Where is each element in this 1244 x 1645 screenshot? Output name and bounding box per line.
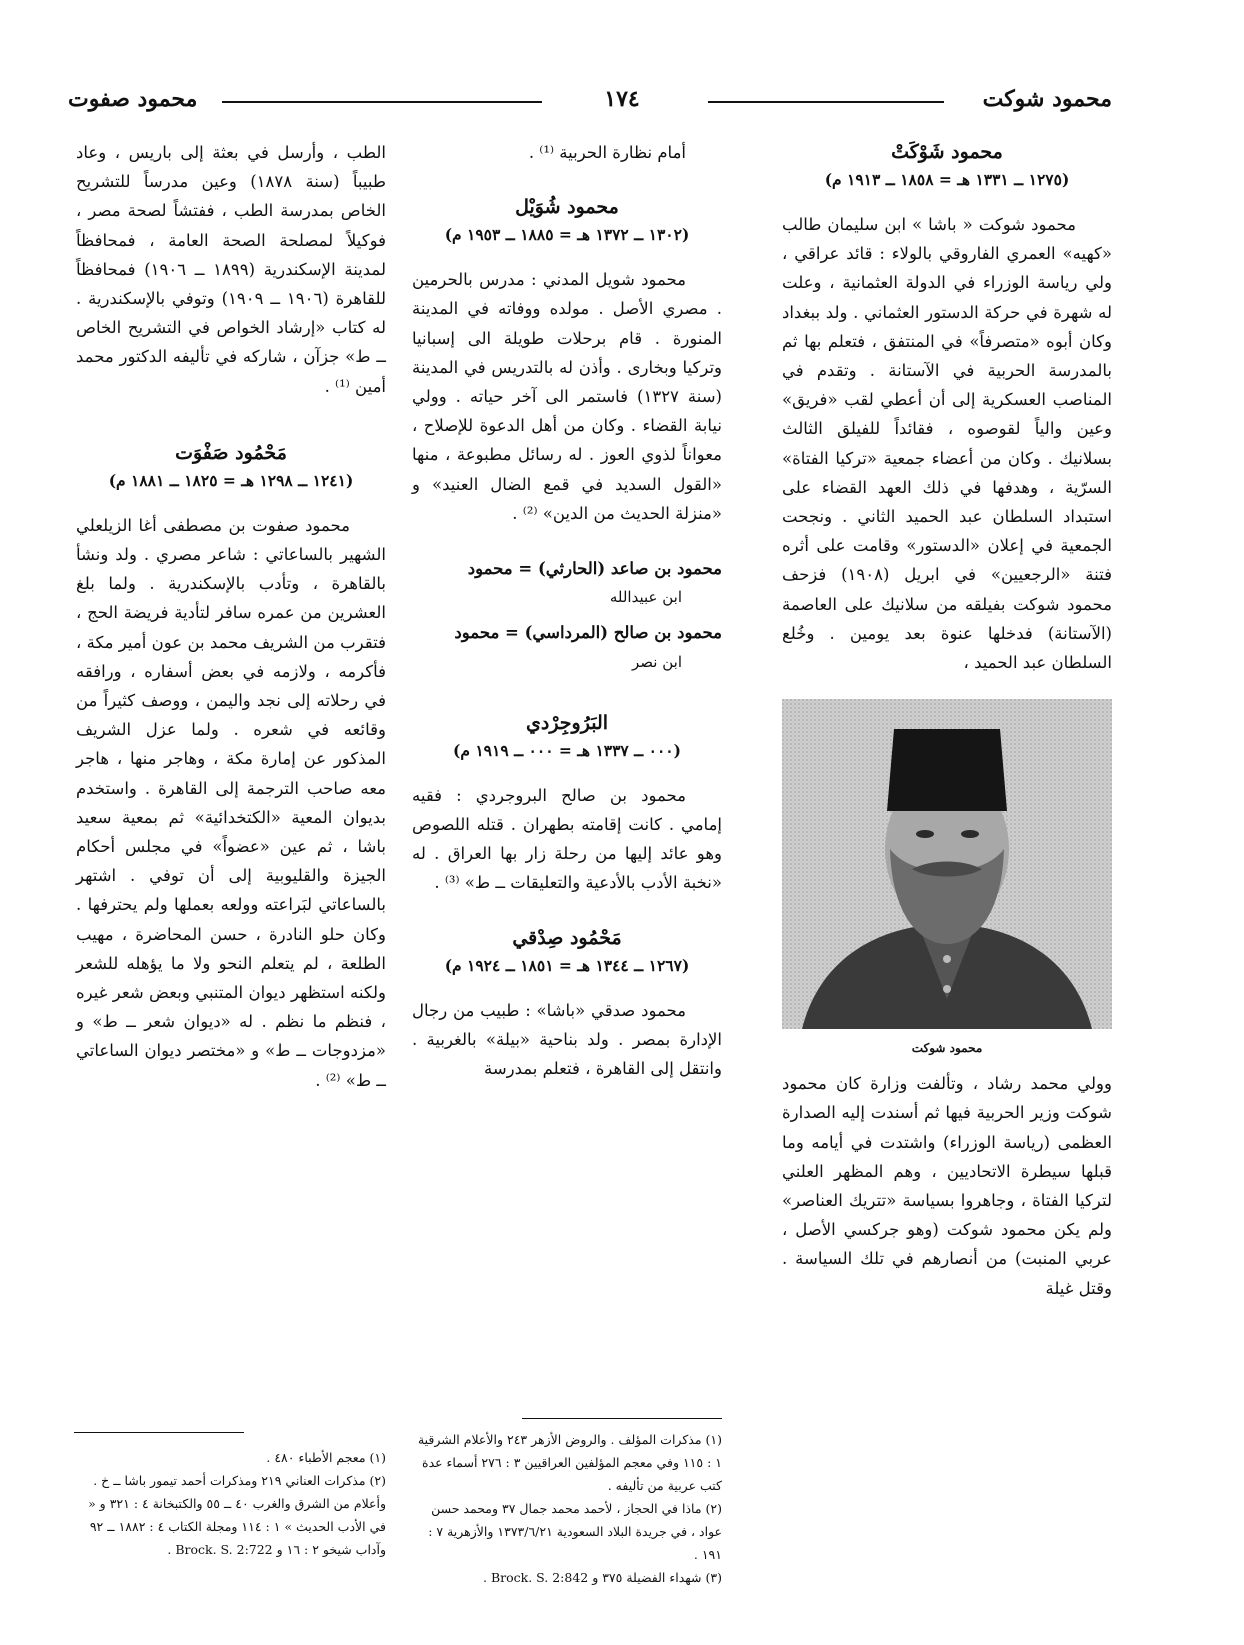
- footnote-middle-2: (٢) ماذا في الحجاز ، لأحمد محمد جمال ٣٧ ومحمد حسن عواد ، في جريدة البلاد السعودية ١٣٧٣/٦/٢١ والأزهرية ٧ : ١٩١ .: [428, 1501, 722, 1562]
- entry-dates-mahmud-sidqi: (١٢٦٧ ــ ١٣٤٤ هـ = ١٨٥١ ــ ١٩٢٤ م): [444, 955, 690, 975]
- entry-title-mahmud-shuwayl: محمود شُوَيْل: [515, 196, 619, 219]
- footnote-rule-middle: [522, 1418, 722, 1419]
- footnote-left-2: (٢) مذكرات العناني ٢١٩ ومذكرات أحمد تيمور باشا ــ خ . وأعلام من الشرق والغرب ٤٠ ــ ٥٥ والكتبخانة ٤ : ٣٢١ و « في الأدب الحديث » ١ : ١١٤ ومجلة الكتاب ٤ : ١٨٨٢ ــ ٩٢ وآداب شيخو ٢ : ١٦ و Brock. S. 2:722 .: [88, 1473, 386, 1557]
- page-number: ١٧٤: [604, 86, 640, 112]
- entry-text-mahmud-shawkat: محمود شوكت « باشا » ابن سليمان طالب «كهيه» العمري الفاروقي بالولاء : قائد عراقي ، ولي رياسة الوزراء في الدولة العثمانية ، وعلت له شهرة في حركة الدستور العثماني . ولد ببغداد وكان أبوه «متصرفاً» في المنتفق ، فتعلم بها ثم بالمدرسة الحربية في الآستانة . وتقدم في المناصب العسكرية إلى أن أعطي لقب «فريق» وعين والياً لقوصوه ، فقائداً للفيلق الثالث بسلانيك . وكان من أعضاء جمعية «تركيا الفتاة» السرّية ، وهدفها في ذلك العهد القضاء على استبداد السلطان عبد الحميد الثاني . ونجحت الجمعية في إعلان «الدستور» وقامت على أثره فتنة «الرجعيين» في ابريل (١٩٠٨) فزحف محمود شوكت بفيلقه من سلانيك على العاصمة (الآستانة) فدخلها عنوة بعد يومين . وخُلع السلطان عبد الحميد ،: [782, 215, 1112, 673]
- footnote-middle-3: (٣) شهداء الفضيلة ٣٧٥ و Brock. S. 2:842 .: [482, 1570, 722, 1585]
- footnotes-left: [76, 1446, 386, 1561]
- entry-text-mahmud-shuwayl: محمود شويل المدني : مدرس بالحرمين . مصري الأصل . مولده ووفاته في المدينة المنورة . قام برحلات طويلة الى إسبانيا وتركيا وبخارى . وأذن له بالتدريس في المدينة (سنة ١٣٢٧) فاستمر الى آخر حياته . وولي نيابة القضاء . وكان من أهل الدعوة للإصلاح ، معواناً لذوي العوز . له رسائل مطبوعة ، منها «القول السديد في قمع الضال العنيد» و «منزلة الحديث من الدين» ⁽²⁾ .: [412, 270, 722, 523]
- entry-title-mahmud-sidqi: مَحْمُود صِدْقي: [512, 926, 622, 949]
- footnote-rule-left: [74, 1432, 244, 1433]
- entry-text-mahmud-sidqi: محمود صدقي «باشا» : طبيب من رجال الإدارة بمصر . ولد بناحية «بيلة» بالغربية . وانتقل إلى القاهرة ، فتعلم بمدرسة: [412, 1000, 722, 1079]
- footnote-left-1: (١) معجم الأطباء ٤٨٠ .: [266, 1450, 386, 1465]
- header-rule-left: [222, 101, 542, 103]
- cross-reference-mirdasi-target: ابن نصر: [632, 652, 682, 671]
- portrait-caption: محمود شوكت: [911, 1041, 983, 1056]
- continued-line: أمام نظارة الحربية ⁽¹⁾ .: [528, 143, 686, 162]
- cross-reference-harithi-target: ابن عبيدالله: [609, 588, 682, 607]
- entry-title-mahmud-safwat: مَحْمُود صَفْوَت: [175, 441, 287, 464]
- column-middle: [412, 138, 722, 1083]
- cross-reference-mirdasi: محمود بن صالح (المرداسي) = محمود: [454, 623, 722, 643]
- footnotes-middle: [412, 1428, 722, 1589]
- running-head-left: محمود صفوت: [68, 86, 198, 112]
- portrait-photo-mahmud-shawkat: [782, 699, 1112, 1029]
- running-head-right: محمود شوكت: [982, 86, 1112, 112]
- entry-title-borujerdi: البَرُوجِرْدي: [525, 711, 609, 734]
- entry-dates-borujerdi: (٠٠٠ ــ ١٣٣٧ هـ = ٠٠٠ ــ ١٩١٩ م): [453, 740, 681, 760]
- column-right: [782, 138, 1112, 1303]
- footnote-middle-1: (١) مذكرات المؤلف . والروض الأزهر ٢٤٣ والأعلام الشرقية ١ : ١١٥ وفي معجم المؤلفين العراقيين ٣ : ٢٧٦ أسماء عدة كتب عربية من تأليفه .: [417, 1432, 722, 1493]
- entry-dates-mahmud-shawkat: (١٢٧٥ ــ ١٣٣١ هـ = ١٨٥٨ ــ ١٩١٣ م): [824, 170, 1070, 189]
- entry-text-mahmud-safwat: محمود صفوت بن مصطفى أغا الزيلعلي الشهير بالساعاتي : شاعر مصري . ولد ونشأ بالقاهرة ، وتأدب بالإسكندرية . ولما بلغ العشرين من عمره سافر لتأدية فريضة الحج ، فتقرب من الشريف محمد بن عون أمير مكة ، فأكرمه ، ولازمه في بعض أسفاره ، ورافقه في رحلاته إلى نجد واليمن ، ووصف كثيراً من وقائعه في شعره . ولما عزل الشريف المذكور عن إمارة مكة ، وهاجر منها ، هاجر معه صاحب الترجمة إلى القاهرة . واستخدم بديوان المعية «الكتخدائية» ثم بمعية سعيد باشا ، ثم عين «عضواً» في مجلس أحكام الجيزة والقليوبية إلى أن توفي . اشتهر بالساعاتي لبَراعته وولعه بعملها ولم يحترفها . وكان حلو النادرة ، حسن المحاضرة ، مهيب الطلعة ، لم يتعلم النحو ولا ما يؤهله للشعر ولكنه استظهر ديوان المتنبي وبعض شعر غيره ، فنظم ما نظم . له «ديوان شعر ــ ط» و «مزدوجات ــ ط» و «مختصر ديوان الساعاتي ــ ط» ⁽²⁾ .: [76, 515, 386, 1090]
- entry-title-mahmud-shawkat: محمود شَوْكَتْ: [891, 141, 1003, 163]
- cross-reference-harithi: محمود بن صاعد (الحارثي) = محمود: [467, 559, 722, 579]
- entry-text-borujerdi: محمود بن صالح البروجردي : فقيه إمامي . كانت إقامته بطهران . قتله اللصوص وهو عائد إليها من رحلة زار بها العراق . له «نخبة الأدب بالأدعية والتعليقات ــ ط» ⁽³⁾ .: [412, 785, 722, 893]
- entry-text-mahmud-shawkat-continued: وولي محمد رشاد ، وتألفت وزارة كان محمود شوكت وزير الحربية فيها ثم أسندت إليه الصدارة العظمى (رياسة الوزراء) واشتدت في أيامه وما قبلها سيطرة الاتحاديين ، وهم المظهر العلني لتركيا الفتاة ، وجاهروا بسياسة «تتريك العناصر» ولم يكن محمود شوكت (وهو جركسي الأصل ، عربي المنبت) من أنصارهم في تلك السياسة . وقتل غيلة: [782, 1074, 1112, 1298]
- column-left: [76, 138, 386, 1095]
- entry-text-mahmud-sidqi-continued: الطب ، وأرسل في بعثة إلى باريس ، وعاد طبيباً (سنة ١٨٧٨) وعين مدرساً للتشريح الخاص بمدرسة الطب ، ففتشاً لصحة مصر ، فوكيلاً لمصلحة الصحة العامة ، فمحافظاً لمدينة الإسكندرية (١٨٩٩ ــ ١٩٠٦) فمحافظاً للقاهرة (١٩٠٦ ــ ١٩٠٩) وتوفي بالإسكندرية . له كتاب «إرشاد الخواص في التشريح الخاص ــ ط» جزآن ، شاركه في تأليفه الدكتور محمد أمين ⁽¹⁾ .: [76, 143, 386, 396]
- entry-dates-mahmud-shuwayl: (١٣٠٢ ــ ١٣٧٢ هـ = ١٨٨٥ ــ ١٩٥٣ م): [444, 225, 690, 245]
- entry-dates-mahmud-safwat: (١٢٤١ ــ ١٢٩٨ هـ = ١٨٢٥ ــ ١٨٨١ م): [108, 470, 354, 490]
